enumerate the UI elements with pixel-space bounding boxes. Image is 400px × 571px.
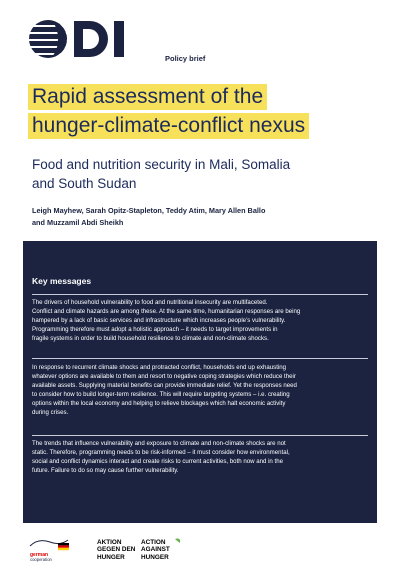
- aah-left-line-2: GEGEN DEN: [97, 546, 136, 553]
- german-label: german: [30, 552, 49, 558]
- aktion-gegen-den-hunger-logo: [95, 535, 185, 565]
- key-message-2-line: In response to recurrent climate shocks and protracted conflict, households end up exhausting: [32, 364, 287, 371]
- key-message-3-line: social and conflict dynamics interact and create risks to current activities, both now and in the: [32, 458, 283, 466]
- authors-line-2: and Muzzamil Abdi Sheikh: [32, 218, 124, 227]
- key-message-3: [32, 439, 366, 475]
- document-subtitle: [32, 155, 352, 193]
- subtitle-line-2: and South Sudan: [32, 176, 137, 191]
- key-messages-heading: Key messages: [32, 276, 92, 286]
- key-message-1-line: fragile systems in order to build household resilience to climate and non-climate shocks.: [32, 335, 269, 343]
- key-message-3-line: The trends that influence vulnerability and exposure to climate and non-climate shocks are not: [32, 440, 286, 447]
- leaf-icon: [175, 539, 180, 544]
- key-message-1-line: The drivers of household vulnerability to food and nutritional insecurity are multifaceted.: [32, 299, 268, 306]
- key-message-2: [32, 363, 366, 418]
- document-title: [28, 84, 368, 142]
- key-message-2-line: options within the local economy and helping to relieve blockages which halt economic activity: [32, 400, 286, 408]
- key-messages-box: [23, 241, 377, 523]
- title-line-1: Rapid assessment of the: [28, 84, 267, 110]
- divider: [32, 294, 368, 295]
- aah-left-line-1: AKTION: [97, 539, 122, 546]
- key-message-3-line: static. Therefore, programming needs to be risk-informed – it must consider how environmental,: [32, 449, 290, 457]
- document-type-label: Policy brief: [165, 54, 206, 63]
- divider: [32, 358, 368, 359]
- german-cooperation-icon: [28, 534, 72, 564]
- authors: [32, 205, 372, 229]
- key-message-1-line: hampered by a lack of basic services and infrastructure which increases people’s vulnerability.: [32, 317, 286, 325]
- aah-right-line-3: HUNGER: [141, 554, 169, 561]
- aah-right-line-1: ACTION: [141, 539, 166, 546]
- odi-logo: [28, 14, 148, 64]
- divider: [32, 435, 368, 436]
- aah-left-line-3: HUNGER: [97, 554, 125, 561]
- key-message-1-line: Conflict and climate hazards are among these. At the same time, humanitarian responses are being: [32, 308, 301, 316]
- key-message-3-line: future. Failure to do so may cause further vulnerability.: [32, 467, 179, 475]
- odi-globe-logo-icon: [28, 14, 148, 64]
- german-cooperation-logo: [28, 534, 72, 564]
- key-message-2-line: to consider how to build longer-term resilience. This will require targeting systems – i.e. creating: [32, 391, 290, 399]
- aah-logo-icon: [95, 535, 185, 565]
- key-message-2-line: during crises.: [32, 409, 69, 417]
- key-message-2-line: whatever options are available to them and resort to negative coping strategies which reduce their: [32, 373, 296, 381]
- aah-right-line-2: AGAINST: [141, 546, 170, 553]
- subtitle-line-1: Food and nutrition security in Mali, Somalia: [32, 157, 291, 172]
- title-line-2: hunger-climate-conflict nexus: [28, 113, 309, 139]
- key-message-1: [32, 298, 366, 343]
- authors-line-1: Leigh Mayhew, Sarah Opitz-Stapleton, Teddy Atim, Mary Allen Ballo: [32, 206, 266, 215]
- cooperation-label: cooperation: [30, 557, 52, 562]
- key-message-2-line: available assets. Supplying material benefits can provide immediate relief. Yet the responses need: [32, 382, 297, 390]
- key-message-1-line: Programming therefore must adopt a holistic approach – it needs to target improvements in: [32, 326, 278, 334]
